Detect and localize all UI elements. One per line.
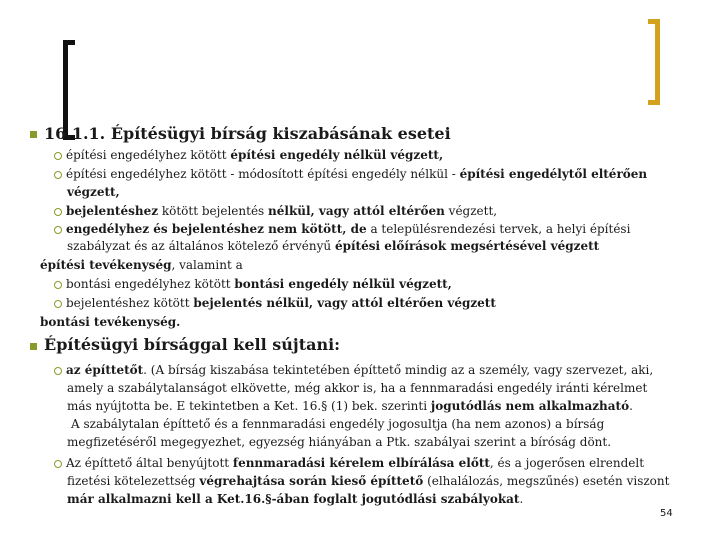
subheading: Építésügyi bírsággal kell sújtani:	[44, 335, 341, 354]
case-item-4: engedélyhez és bejelentéshez nem kötött, de a településrendezési tervek, a helyi építési	[54, 220, 630, 240]
page-number: 54	[660, 508, 673, 519]
para2-line-1: Az építtető által benyújtott fennmaradási kérelem elbírálása előtt, és a jogerősen elrendelt	[54, 454, 644, 473]
case-item-3: bejelentéshez kötött bejelentés nélkül, vagy attól eltérően végzett,	[54, 202, 497, 222]
para1-line-3: más nyújtotta be. E tekintetben a Ket. 16.§ (1) bek. szerinti jogutódlás nem alkalmazható.	[67, 399, 633, 413]
para1-line-1: az építtetőt. (A bírság kiszabása tekintetében építtető mindig az a személy, vagy szervezet, aki,	[54, 361, 653, 380]
case-item-6: bejelentéshez kötött bejelentés nélkül, vagy attól eltérően végzett	[54, 294, 496, 314]
bullet-circle-icon	[54, 208, 62, 216]
bullet-square-icon	[30, 343, 37, 350]
bullet-circle-icon	[54, 152, 62, 160]
case-item-2: építési engedélyhez kötött - módosított építési engedély nélkül - építési engedélytől eltérően	[54, 165, 647, 185]
section-heading	[44, 124, 451, 143]
case-item-4-cont: szabályzat és az általános kötelező érvényű építési előírások megsértésével végzett	[67, 239, 600, 253]
para1-line-2: amely a szabálytalanságot elkövette, még akkor is, ha a fennmaradási engedély iránti kérelmet	[67, 381, 648, 395]
heading-number: 16.1.1.	[44, 124, 106, 143]
bullet-circle-icon	[54, 367, 62, 375]
para1-line-4: A szabálytalan építtető és a fennmaradási engedély jogosultja (ha nem azonos) a bírság	[71, 417, 605, 431]
para2-line-2: fizetési kötelezettség végrehajtása során kieső építtető (elhalálozás, megszűnés) esetén viszont	[67, 474, 670, 488]
bullet-circle-icon	[54, 226, 62, 234]
para1-line-5: megfizetéséről megegyezhet, egyezség hiányában a Ptk. szabályai szerint a bíróság dönt.	[67, 435, 612, 449]
case-item-1: építési engedélyhez kötött építési engedély nélkül végzett,	[54, 146, 443, 166]
bullet-circle-icon	[54, 300, 62, 308]
bullet-circle-icon	[54, 281, 62, 289]
bullet-circle-icon	[54, 460, 62, 468]
case-middle-text: építési tevékenység, valamint a	[40, 258, 243, 272]
case-end-text: bontási tevékenység.	[40, 315, 181, 329]
bullet-square-icon	[30, 131, 37, 138]
bullet-circle-icon	[54, 171, 62, 179]
heading-title: Építésügyi bírság kiszabásának esetei	[110, 124, 451, 143]
right-bracket-decoration	[648, 19, 660, 105]
para2-line-3: már alkalmazni kell a Ket.16.§-ában foglalt jogutódlási szabályokat.	[67, 492, 524, 506]
case-item-2-cont: végzett,	[67, 185, 120, 199]
case-item-5: bontási engedélyhez kötött bontási engedély nélkül végzett,	[54, 275, 452, 295]
